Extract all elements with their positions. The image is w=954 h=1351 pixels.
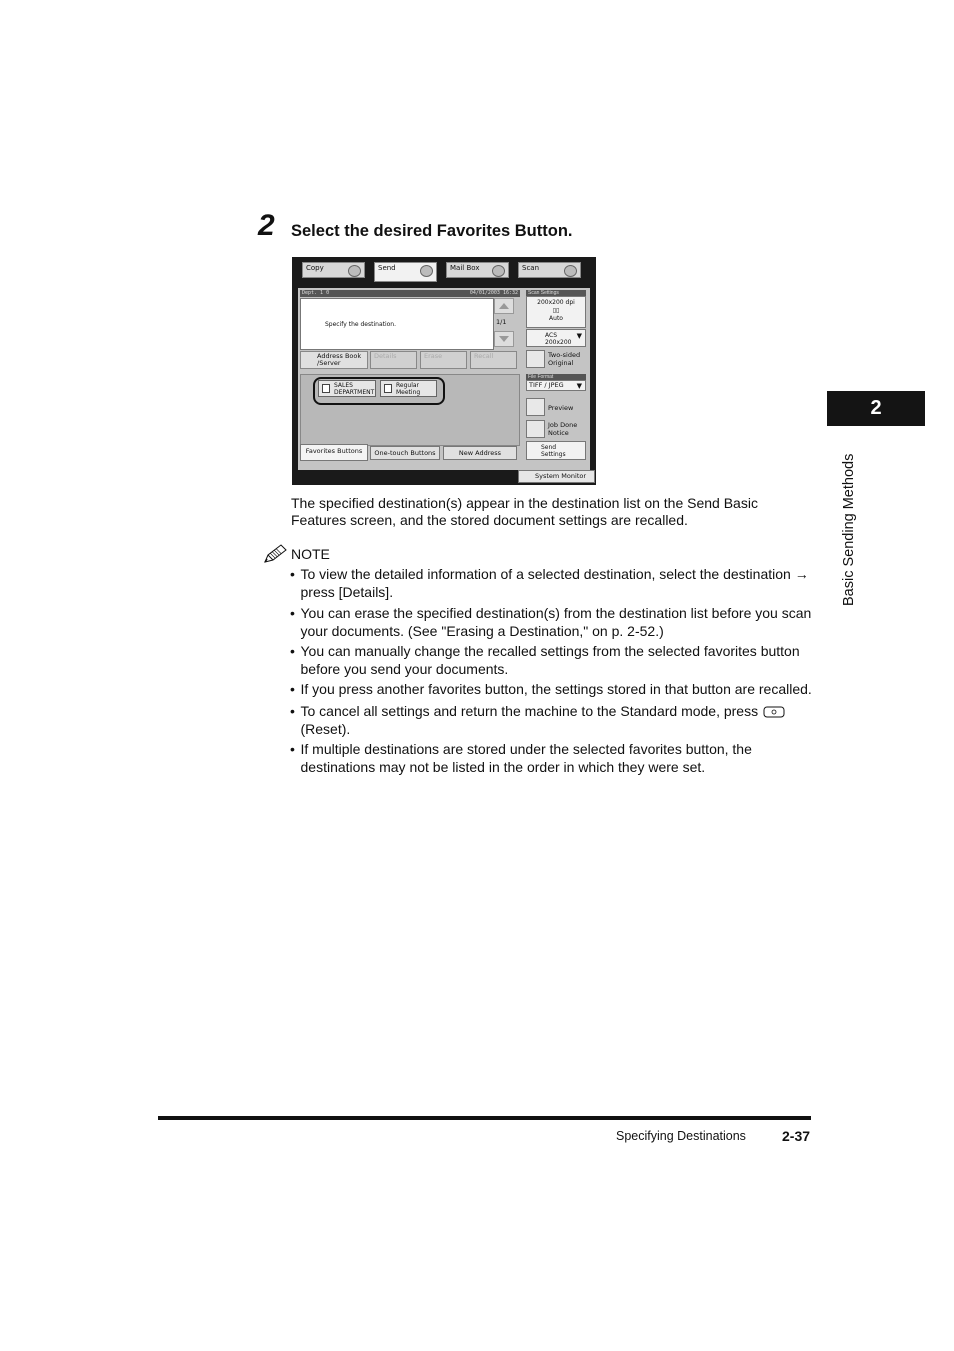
favorites-area <box>300 374 520 446</box>
footer-section: Specifying Destinations <box>616 1129 746 1143</box>
tab-label: New Address <box>458 449 502 457</box>
note-text: If you press another favorites button, the settings stored in that button are recalled. <box>300 681 812 697</box>
tab-label: One-touch Buttons <box>374 449 436 457</box>
page-number: 2-37 <box>782 1128 811 1144</box>
system-monitor-button[interactable] <box>518 470 595 483</box>
result-line-1: The specified destination(s) appear in the destination list on the Send Basic <box>291 495 758 511</box>
scroll-down-button[interactable] <box>494 331 514 347</box>
favorite-label: Regular <box>396 382 420 389</box>
tab-copy-label: Copy <box>306 264 324 272</box>
resolution-value: 200x200 dpi <box>537 299 575 306</box>
acs-select[interactable] <box>526 329 586 347</box>
copy-icon <box>348 265 361 277</box>
scroll-up-button[interactable] <box>494 298 514 314</box>
note-text: If multiple destinations are stored under the selected favorites button, the <box>300 741 752 757</box>
reset-key-icon <box>763 706 785 718</box>
tab-send-label: Send <box>378 264 396 272</box>
send-icon <box>420 265 433 277</box>
note-text: To view the detailed information of a selected destination, select the destination → <box>300 566 809 582</box>
arrow-up-icon <box>495 299 513 313</box>
send-screen <box>298 288 590 470</box>
dropdown-icon: ▼ <box>576 382 582 390</box>
two-sided-label <box>548 351 580 367</box>
two-sided-button[interactable] <box>526 350 545 368</box>
footer-rule <box>158 1116 811 1120</box>
address-book-button[interactable] <box>300 351 368 369</box>
favorite-label: Meeting <box>396 389 421 396</box>
tab-copy[interactable] <box>302 262 365 278</box>
pencil-icon <box>262 543 288 565</box>
note-text: your documents. (See "Erasing a Destination," on p. 2-52.) <box>300 622 664 639</box>
favorite-label: SALES <box>334 382 353 389</box>
note-text: before you send your documents. <box>300 660 509 677</box>
department-id: Dept. 1 0 <box>302 290 330 296</box>
send-settings-button[interactable] <box>526 441 586 460</box>
date-time: 04/01/2003 16:32 <box>469 290 518 296</box>
favorite-button-sales[interactable] <box>318 380 376 397</box>
tab-scan-label: Scan <box>522 264 540 272</box>
two-sided-line2: Original <box>548 359 574 367</box>
tab-mailbox-label: Mail Box <box>450 264 480 272</box>
page-indicator: 1/1 <box>496 318 507 326</box>
document-icon <box>322 384 330 393</box>
job-done-notice-button[interactable] <box>526 420 545 438</box>
tab-one-touch-buttons[interactable] <box>370 446 440 460</box>
erase-label: Erase <box>424 352 443 360</box>
note-text: destinations may not be listed in the order in which they were set. <box>300 758 706 775</box>
note-label: NOTE <box>291 546 330 562</box>
system-monitor-label: System Monitor <box>535 472 587 480</box>
tab-scan[interactable] <box>518 262 581 278</box>
file-format-select[interactable] <box>526 380 586 391</box>
control-panel-screenshot <box>292 257 596 485</box>
resolution-box[interactable] <box>526 296 586 328</box>
tab-favorites-buttons[interactable] <box>300 444 368 461</box>
scan-icon <box>564 265 577 277</box>
favorite-button-meeting[interactable] <box>380 380 437 397</box>
scan-settings-header: Scan Settings <box>526 290 586 296</box>
chapter-tab: 2 <box>827 391 925 426</box>
status-header <box>300 290 520 297</box>
tab-label: Favorites Buttons <box>305 447 363 455</box>
two-sided-line1: Two-sided <box>548 351 581 359</box>
acs-label: ACS <box>545 332 557 339</box>
document-icon <box>384 384 392 393</box>
step-number: 2 <box>258 209 275 242</box>
address-book-label: Address Book /Server <box>317 352 362 367</box>
recall-button[interactable] <box>470 351 517 369</box>
step-title: Select the desired Favorites Button. <box>291 222 573 240</box>
color-mode-value: Auto <box>549 315 563 322</box>
tab-mailbox[interactable] <box>446 262 509 278</box>
favorite-label: DEPARTMENT <box>334 389 375 396</box>
preview-label: Preview <box>548 404 574 412</box>
page-icon: ▯▯ <box>552 307 560 314</box>
dropdown-icon: ▼ <box>576 332 582 340</box>
destination-list[interactable] <box>300 298 494 350</box>
details-button[interactable] <box>370 351 417 369</box>
tab-new-address[interactable] <box>443 446 517 460</box>
destination-scroll <box>494 298 516 348</box>
job-done-line2: Notice <box>548 429 569 437</box>
tab-send[interactable] <box>374 262 437 282</box>
send-settings-line2: Settings <box>541 451 566 458</box>
file-format-header: File Format <box>526 374 586 380</box>
preview-button[interactable] <box>526 398 545 416</box>
chapter-title: Basic Sending Methods <box>841 453 857 606</box>
details-label: Details <box>374 352 397 360</box>
file-format-value: TIFF / JPEG <box>529 381 564 389</box>
note-text: To cancel all settings and return the machine to the Standard mode, press <box>300 703 759 719</box>
job-done-line1: Job Done <box>548 421 578 429</box>
recall-label: Recall <box>474 352 494 360</box>
job-done-label <box>548 421 577 437</box>
mailbox-icon <box>492 265 505 277</box>
result-line-2: Features screen, and the stored document settings are recalled. <box>291 512 688 528</box>
arrow-down-icon <box>495 332 513 346</box>
erase-button[interactable] <box>420 351 467 369</box>
destination-message: Specify the destination. <box>325 321 397 328</box>
note-text: press [Details]. <box>300 583 394 600</box>
acs-value: 200x200 <box>545 339 572 346</box>
note-text: You can erase the specified destination(s) from the destination list before you scan <box>300 605 812 621</box>
note-text: (Reset). <box>300 720 351 737</box>
send-settings-line1: Send <box>541 444 557 451</box>
note-text: You can manually change the recalled settings from the selected favorites button <box>300 643 800 659</box>
